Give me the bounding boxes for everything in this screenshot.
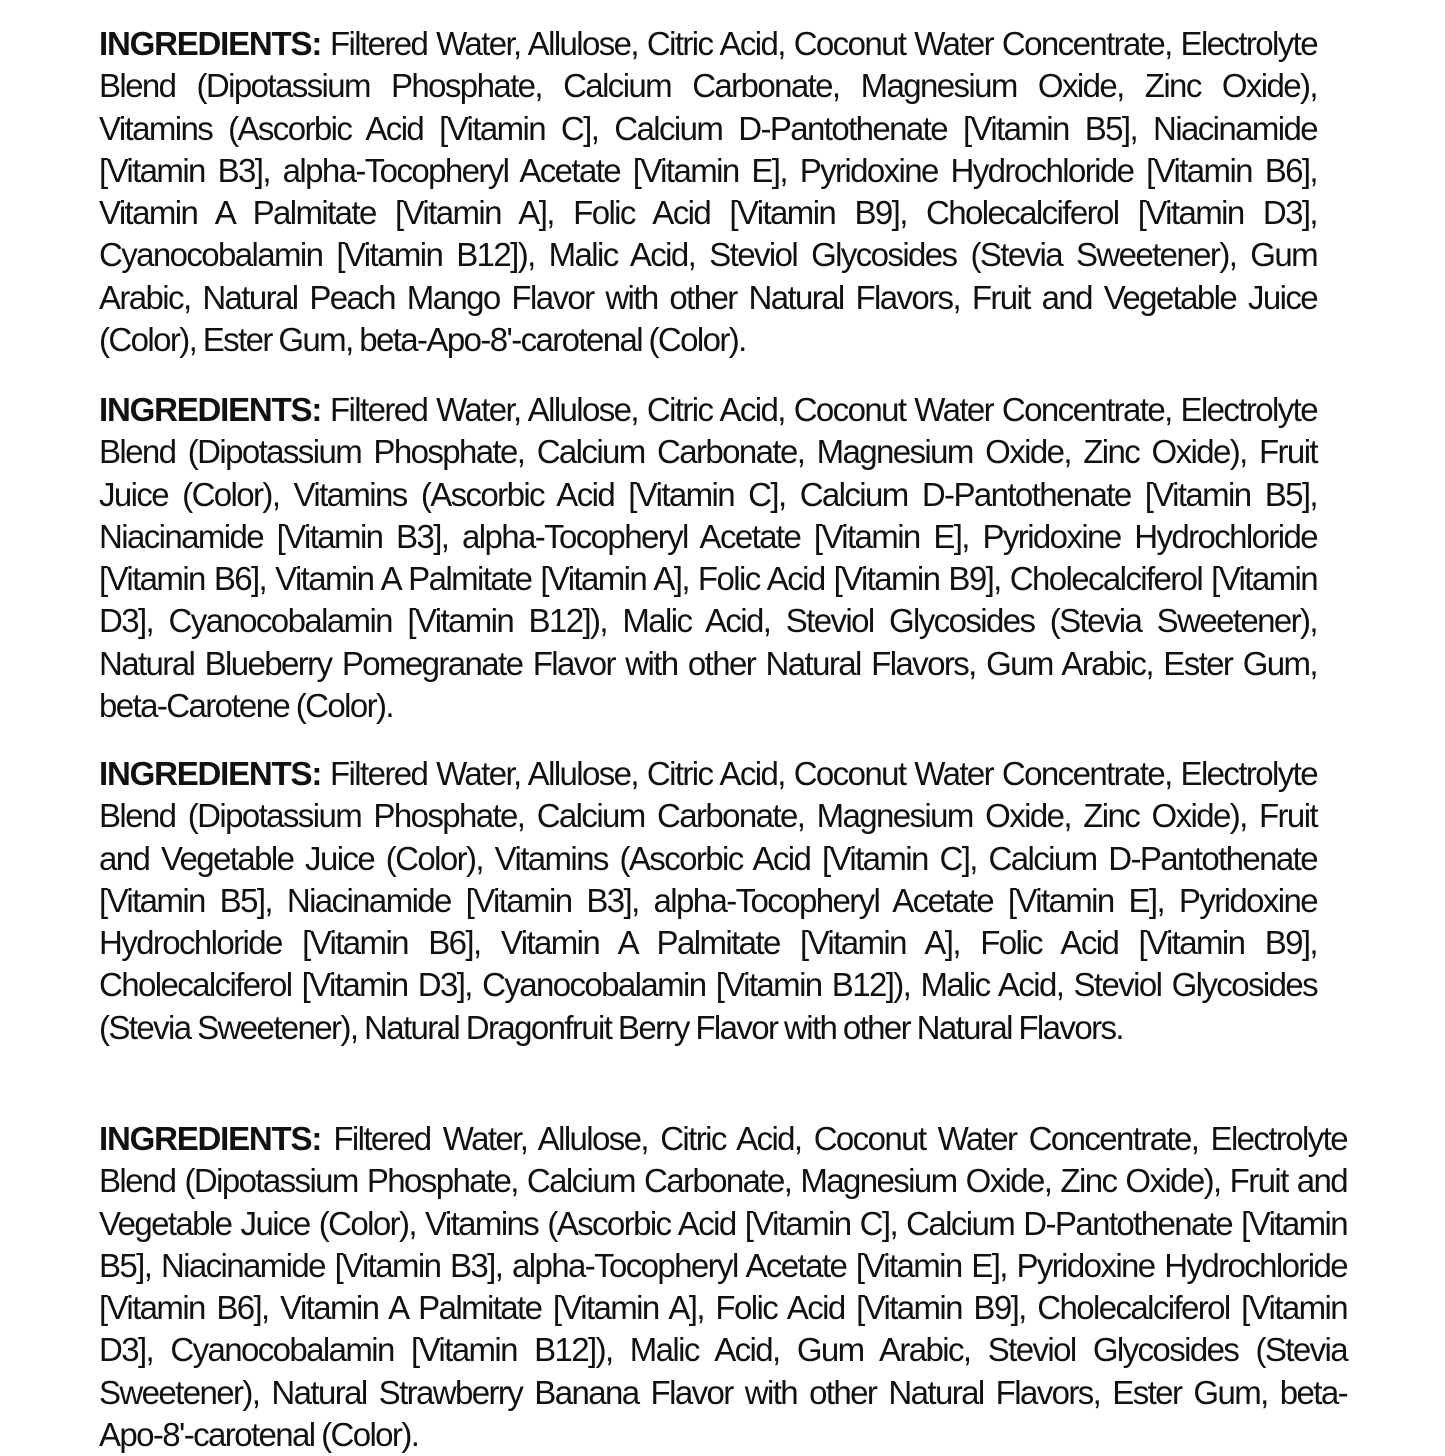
ingredients-text: Filtered Water, Allulose, Citric Acid, Coconut Water Concentrate, Electrolyte Blend (Dipotassium Phosphate, Calcium Carbonate, Magnesium Oxide, Zinc Oxide), Fruit and Vegetable Juice (Color), Vitamins (Ascorbic Acid [Vitamin C], Calcium D-Pantothenate [Vitamin B5], Niacinamide [Vitamin B3], alpha-Tocopheryl Acetate [Vitamin E], Pyridoxine Hydrochloride [Vitamin B6], Vitamin A Palmitate [Vitamin A], Folic Acid [Vitamin B9], Cholecalciferol [Vitamin D3], Cyanocobalamin [Vitamin B12]), Malic Acid, Gum Arabic, Steviol Glycosides (Stevia Sweetener), Natural Strawberry Banana Flavor with other Natural Flavors, Ester Gum, beta-Apo-8'-carotenal (Color). — [99, 1120, 1347, 1454]
ingredients-text: Filtered Water, Allulose, Citric Acid, Coconut Water Concentrate, Electrolyte Blend (Dipotassium Phosphate, Calcium Carbonate, Magnesium Oxide, Zinc Oxide), Vitamins (Ascorbic Acid [Vitamin C], Calcium D-Pantothenate [Vitamin B5], Niacinamide [Vitamin B3], alpha-Tocopheryl Acetate [Vitamin E], Pyridoxine Hydrochloride [Vitamin B6], Vitamin A Palmitate [Vitamin A], Folic Acid [Vitamin B9], Cholecalciferol [Vitamin D3], Cyanocobalamin [Vitamin B12]), Malic Acid, Steviol Glycosides (Stevia Sweetener), Gum Arabic, Natural Peach Mango Flavor with other Natural Flavors, Fruit and Vegetable Juice (Color), Ester Gum, beta-Apo-8'-carotenal (Color). — [99, 25, 1317, 359]
ingredients-label: INGREDIENTS: — [99, 1120, 322, 1157]
ingredients-label: INGREDIENTS: — [99, 755, 322, 792]
ingredients-text: Filtered Water, Allulose, Citric Acid, Coconut Water Concentrate, Electrolyte Blend (Dipotassium Phosphate, Calcium Carbonate, Magnesium Oxide, Zinc Oxide), Fruit Juice (Color), Vitamins (Ascorbic Acid [Vitamin C], Calcium D-Pantothenate [Vitamin B5], Niacinamide [Vitamin B3], alpha-Tocopheryl Acetate [Vitamin E], Pyridoxine Hydrochloride [Vitamin B6], Vitamin A Palmitate [Vitamin A], Folic Acid [Vitamin B9], Cholecalciferol [Vitamin D3], Cyanocobalamin [Vitamin B12]), Malic Acid, Steviol Glycosides (Stevia Sweetener), Natural Blueberry Pomegranate Flavor with other Natural Flavors, Gum Arabic, Ester Gum, beta-Carotene (Color). — [99, 391, 1317, 725]
ingredients-label: INGREDIENTS: — [99, 25, 322, 62]
ingredients-label: INGREDIENTS: — [99, 391, 322, 428]
ingredients-block-blueberry-pomegranate — [99, 389, 1317, 727]
ingredients-block-peach-mango — [99, 23, 1317, 361]
ingredients-block-dragonfruit-berry — [99, 753, 1317, 1049]
ingredients-text: Filtered Water, Allulose, Citric Acid, Coconut Water Concentrate, Electrolyte Blend (Dipotassium Phosphate, Calcium Carbonate, Magnesium Oxide, Zinc Oxide), Fruit and Vegetable Juice (Color), Vitamins (Ascorbic Acid [Vitamin C], Calcium D-Pantothenate [Vitamin B5], Niacinamide [Vitamin B3], alpha-Tocopheryl Acetate [Vitamin E], Pyridoxine Hydrochloride [Vitamin B6], Vitamin A Palmitate [Vitamin A], Folic Acid [Vitamin B9], Cholecalciferol [Vitamin D3], Cyanocobalamin [Vitamin B12]), Malic Acid, Steviol Glycosides (Stevia Sweetener), Natural Dragonfruit Berry Flavor with other Natural Flavors. — [99, 755, 1317, 1046]
ingredients-block-strawberry-banana — [99, 1118, 1347, 1456]
